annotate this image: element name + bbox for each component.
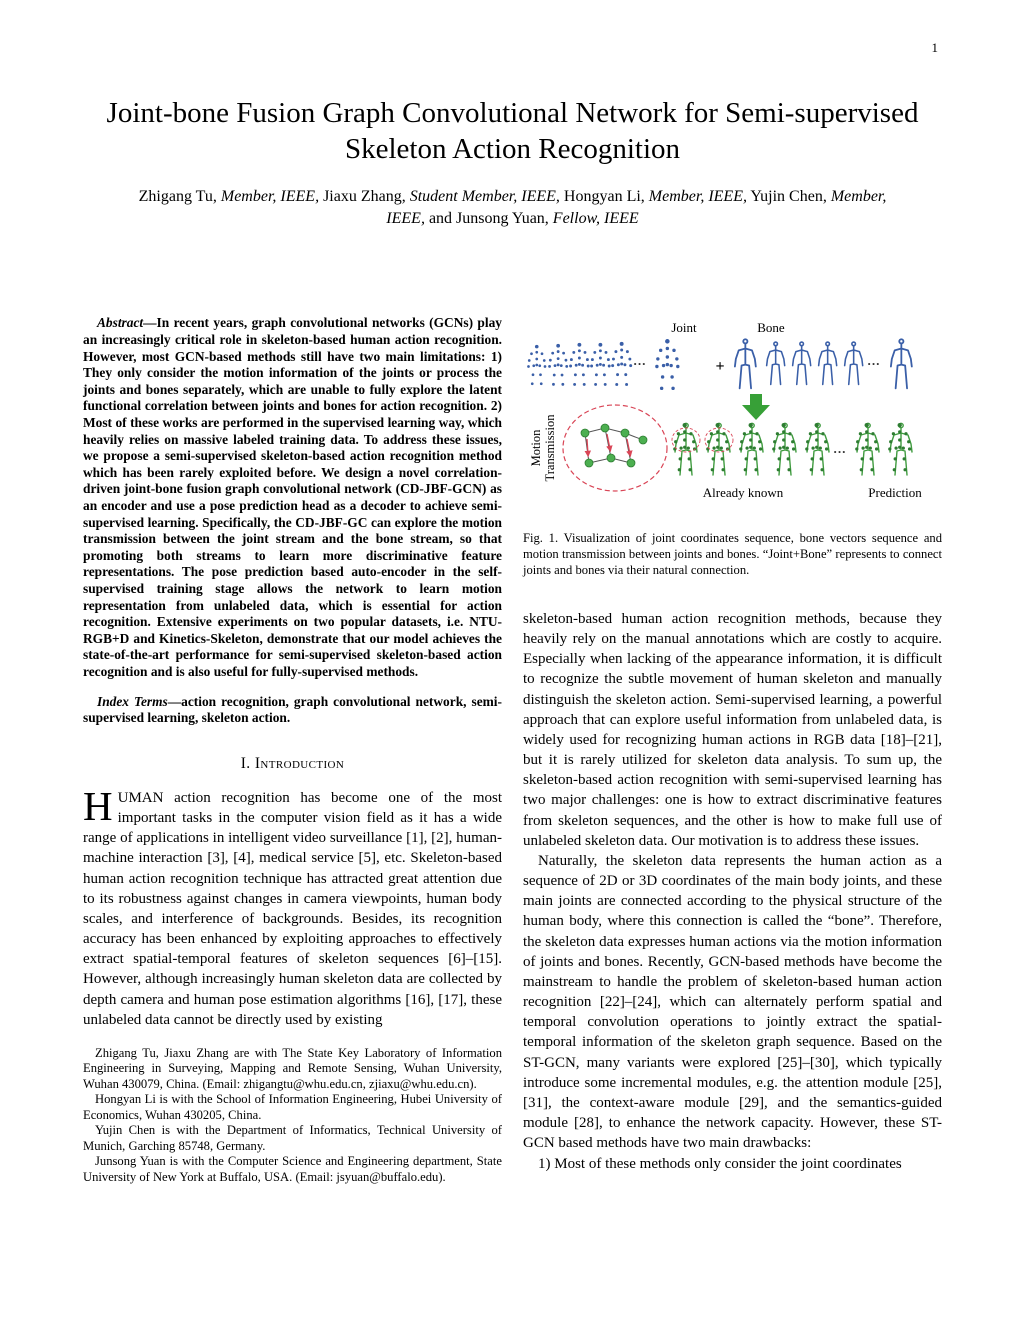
index-terms xyxy=(83,694,502,727)
bone-label: Bone xyxy=(757,320,785,336)
zoom-ellipse xyxy=(563,405,667,491)
dropcap: H xyxy=(83,782,113,829)
footnote-paragraph: Zhigang Tu, Jiaxu Zhang are with The State Key Laboratory of Information Engineering in Surveying, Mapping and Remote Sensing, Wuhan University, Wuhan 430079, China. (Email: zhigangtu@whu.edu.cn, zjiaxu@whu.edu.cn). xyxy=(83,1045,502,1091)
abstract-label: Abstract xyxy=(97,315,144,331)
motion-transmission-label: Motion Transmission xyxy=(529,414,558,482)
prediction-label: Prediction xyxy=(868,485,922,501)
introduction-text: UMAN action recognition has become one of the most important tasks in the computer vision field as it has a wide range of applications in intelligent video surveillance [1], [2], human-machine interaction [3], [4], medical service [5], etc. Skeleton-based human action recognition technique has attracted great attention due to its robustness against changes in camera viewpoints, human body scales, and interference of backgrounds. Besides, its recognition accuracy has been enhanced by exploiting approaches to effectively extract spatial-temporal features of skeleton sequences [6]–[15]. However, although increasingly human skeleton data are collected by depth camera and human pose estimation algorithms [16], [17], these unlabeled data cannot be directly used by existing xyxy=(83,789,502,1028)
author-line: Zhigang Tu, Member, IEEE, Jiaxu Zhang, Student Member, IEEE, Hongyan Li, Member, IEEE, Yujin Chen, Member, IEEE, and Junsong Yuan, Fellow, IEEE xyxy=(138,187,887,227)
introduction-paragraph xyxy=(83,782,502,1030)
two-column-body xyxy=(83,315,942,1185)
plus-sign: + xyxy=(715,358,725,376)
joint-graph xyxy=(581,424,647,467)
index-terms-text: —action recognition, graph convolutional network, semi-supervised learning, skeleton action. xyxy=(83,693,502,726)
bone-ellipsis: ··· xyxy=(867,356,881,372)
page-number: 1 xyxy=(931,40,938,55)
joint-label: Joint xyxy=(671,320,697,336)
index-terms-label: Index Terms xyxy=(97,693,168,709)
left-column xyxy=(83,315,502,1185)
abstract xyxy=(83,315,502,680)
joint-ellipsis: ··· xyxy=(633,356,647,372)
abstract-text: —In recent years, graph convolutional networks (GCNs) play an increasingly critical role in skeleton-based human action recognition. However, most GCN-based methods still have two main limitations: 1) They only consider the motion information of the joints or process the joints and bones separately, which are unable to fully explore the latent functional correlation between joints and bones for action recognition. 2) Most of these works are performed in the supervised learning way, which heavily relies on massive labeled training data. To address these issues, we propose a semi-supervised skeleton-based action recognition method which has been rarely exploited before. We design a novel correlation-driven joint-bone fusion graph convolutional network (CD-JBF-GCN) as an encoder and use a pose prediction head as a decoder to achieve semi-supervised learning. Specifically, the CD-JBF-GC can explore the motion transmission between the joint stream and the bone stream, so that promoting both streams to learn more discriminative feature representations. The pose prediction based auto-encoder in the self-supervised training stage allows the network to learn motion representation from unlabeled data, which is essential for action recognition. Extensive experiments on two popular datasets, i.e. NTU-RGB+D and Kinetics-Skeleton, demonstrate that our model achieves the state-of-the-art performance for semi-supervised skeleton-based action recognition and is also useful for fully-supervised methods. xyxy=(83,315,502,680)
paper-title: Joint-bone Fusion Graph Convolutional Network for Semi-supervised Skeleton Action Recognition xyxy=(106,97,919,166)
figure-1 xyxy=(523,318,942,503)
section-heading-introduction: I. Introduction xyxy=(240,754,345,772)
joint-sequence xyxy=(527,339,679,390)
body-paragraph: skeleton-based human action recognition methods, because they heavily rely on the manual annotations which are costly to acquire. Especially when lacking of the appearance information, it is difficult to recognize the subtle movement of human skeleton and manually distinguish the skeleton action. Semi-supervised learning, a powerful approach that can explore useful information from unlabeled data, is widely used for recognizing human actions in RGB data [18]–[21], but it is rarely utilized for skeleton data analysis. To sum up, the skeleton-based action recognition with semi-supervised learning has two major challenges: one is how to extract discriminative features from skeleton sequences, and the other is how to make full use of unlabeled skeleton data. Our motivation is to address these issues. xyxy=(523,610,942,849)
footnote-paragraph: Hongyan Li is with the School of Information Engineering, Hubei University of Economics, Wuhan 430205, China. xyxy=(83,1092,502,1122)
body-paragraph: Naturally, the skeleton data represents the human action as a sequence of 2D or 3D coordinates of the main body joints, and these main joints are connected according to the physical structure of the human body, where this connection is called the “bone”. Therefore, the skeleton data expresses human actions via the motion information of joints and bones. Recently, GCN-based methods have become the mainstream to handle the problem of skeleton-based human action recognition [22]–[24], which can alternately perform spatial and temporal convolution operations to jointly extract the spatial-temporal information of the skeleton graph sequence. Based on the ST-GCN, many variants were explored [25]–[30], which typically introduce some incremental modules, e.g. the attention module [25], [31], the context-aware module [29], and the semantics-guided module [28], to enhance the network capacity. However, these ST-GCN based methods have two main drawbacks: xyxy=(523,852,942,1152)
footnote-paragraph: Yujin Chen is with the Department of Informatics, Technical University of Munich, Garching 85748, Germany. xyxy=(83,1123,502,1153)
right-column-text xyxy=(523,609,942,1174)
footnote-paragraph: Junsong Yuan is with the Computer Science and Engineering department, State University of New York at Buffalo, USA. (Email: jsyuan@buffalo.edu). xyxy=(83,1154,502,1184)
author-affiliations-footnote xyxy=(83,1046,502,1185)
motion-sequence xyxy=(673,423,912,475)
already-known-label: Already known xyxy=(702,485,784,501)
figure-graphic xyxy=(523,318,942,503)
right-column xyxy=(523,315,942,1185)
figure-caption: Fig. 1. Visualization of joint coordinates sequence, bone vectors sequence and motion transmission between joints and bones. “Joint+Bone” represents to connect joints and bones via their natural connection. xyxy=(523,531,942,577)
motion-ellipsis: ··· xyxy=(833,444,847,460)
down-arrow-icon xyxy=(742,394,770,420)
body-paragraph: 1) Most of these methods only consider the joint coordinates xyxy=(538,1155,902,1172)
bone-sequence xyxy=(735,340,912,389)
